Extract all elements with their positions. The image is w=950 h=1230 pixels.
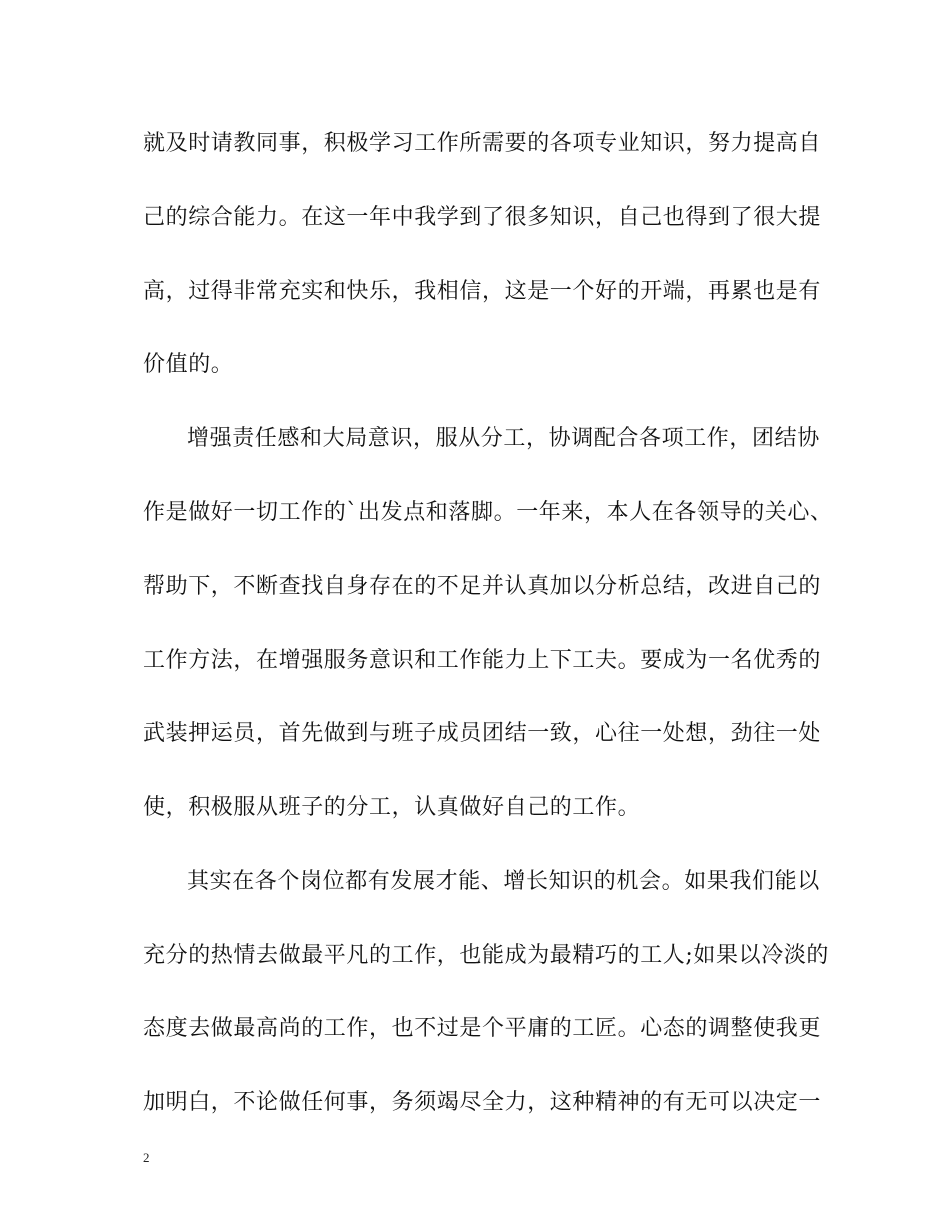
text-line: 工作方法，在增强服务意识和工作能力上下工夫。要成为一名优秀的 (143, 648, 822, 673)
text-line: 高，过得非常充实和快乐，我相信，这是一个好的开端，再累也是有 (143, 279, 822, 304)
text-line: 加明白，不论做任何事，务须竭尽全力，这种精神的有无可以决定一 (143, 1090, 822, 1115)
text-line: 作是做好一切工作的`出发点和落脚。一年来，本人在各领导的关心、 (143, 500, 833, 525)
paragraph-first-line: 其实在各个岗位都有发展才能、增长知识的机会。如果我们能以 (187, 869, 820, 894)
text-line: 己的综合能力。在这一年中我学到了很多知识，自己也得到了很大提 (143, 205, 822, 230)
text-line: 充分的热情去做最平凡的工作，也能成为最精巧的工人;如果以冷淡的 (143, 943, 830, 968)
text-line: 就及时请教同事，积极学习工作所需要的各项专业知识，努力提高自 (143, 131, 822, 156)
text-line: 武装押运员，首先做到与班子成员团结一致，心往一处想，劲往一处 (143, 721, 822, 746)
text-line: 帮助下，不断查找自身存在的不足并认真加以分析总结，改进自己的 (143, 574, 822, 599)
text-line: 态度去做最高尚的工作，也不过是个平庸的工匠。心态的调整使我更 (143, 1016, 822, 1041)
text-line: 使，积极服从班子的分工，认真做好自己的工作。 (143, 795, 641, 820)
paragraph-first-line: 增强责任感和大局意识，服从分工，协调配合各项工作，团结协 (187, 426, 820, 451)
text-line: 价值的。 (143, 352, 234, 377)
page-number: 2 (143, 1150, 150, 1165)
